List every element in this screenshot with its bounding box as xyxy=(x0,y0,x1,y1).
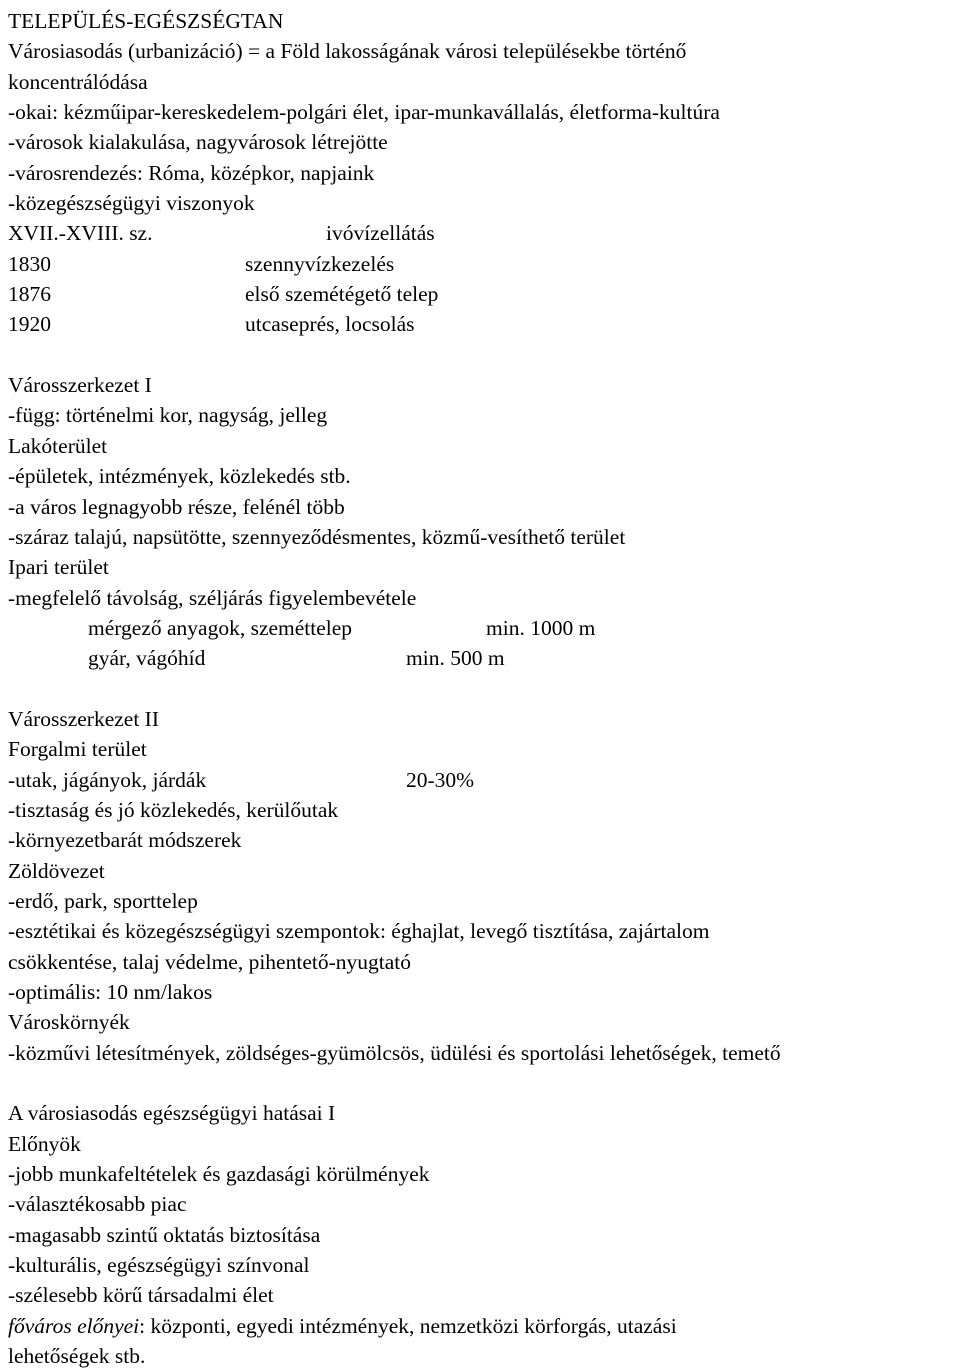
intro-item: -városok kialakulása, nagyvárosok létrejötte xyxy=(8,130,388,155)
intro-item: -közegészségügyi viszonyok xyxy=(8,191,255,216)
capital-italic-label: főváros előnyei xyxy=(8,1313,140,1338)
spacer xyxy=(8,340,958,370)
section-item: -kulturális, egészségügyi színvonal xyxy=(8,1253,310,1278)
section-item: -megfelelő távolság, széljárás figyelembevétele xyxy=(8,585,417,610)
section-item: -magasabb szintű oktatás biztosítása xyxy=(8,1222,321,1247)
section-heading: Városszerkezet II xyxy=(8,706,160,731)
section-item: -tisztaság és jó közlekedés, kerülőutak xyxy=(8,797,339,822)
distance-row xyxy=(8,643,958,673)
intro-definition-line-2: koncentrálódása xyxy=(8,69,148,94)
subsection-heading: Városkörnyék xyxy=(8,1010,130,1035)
capital-continuation: lehetőségek stb. xyxy=(8,1344,146,1369)
section-item: -jobb munkafeltételek és gazdasági körülmények xyxy=(8,1162,430,1187)
timeline-period: 1876 xyxy=(8,282,51,307)
section-item: -optimális: 10 nm/lakos xyxy=(8,980,213,1004)
document-page xyxy=(8,6,958,1371)
capital-text: : központi, egyedi intézmények, nemzetközi körforgás, utazási xyxy=(139,1313,677,1338)
distance-value: min. 1000 m xyxy=(486,615,596,640)
intro-item: -városrendezés: Róma, középkor, napjaink xyxy=(8,160,375,185)
section-item: -közművi létesítmények, zöldséges-gyümölcsös, üdülési és sportolási lehetőségek, temető xyxy=(8,1040,781,1065)
section-item: -esztétikai és közegészségügyi szempontok: éghajlat, levegő tisztítása, zajártalom xyxy=(8,919,710,944)
section-item: csökkentése, talaj védelme, pihentető-nyugtató xyxy=(8,949,411,974)
timeline-event: szennyvízkezelés xyxy=(245,251,395,276)
timeline-row xyxy=(8,218,958,248)
subsection-heading: Előnyök xyxy=(8,1131,81,1156)
subsection-heading: Forgalmi terület xyxy=(8,737,147,762)
spacer xyxy=(8,1068,958,1098)
timeline-period: 1830 xyxy=(8,251,51,276)
document-title: TELEPÜLÉS-EGÉSZSÉGTAN xyxy=(8,9,284,33)
timeline-row xyxy=(8,309,958,339)
intro-definition-line-1: Városiasodás (urbanizáció) = a Föld lakosságának városi településekbe történő xyxy=(8,39,687,64)
distance-value: min. 500 m xyxy=(406,646,505,671)
timeline-row xyxy=(8,249,958,279)
distance-row xyxy=(8,613,958,643)
section-heading: A városiasodás egészségügyi hatásai I xyxy=(8,1101,336,1126)
section-item: -választékosabb piac xyxy=(8,1192,187,1217)
intro-item: -okai: kézműipar-kereskedelem-polgári élet, ipar-munkavállalás, életforma-kultúra xyxy=(8,100,720,125)
subsection-heading: Ipari terület xyxy=(8,555,109,580)
traffic-label: -utak, jágányok, járdák xyxy=(8,767,207,792)
section-item: -függ: történelmi kor, nagyság, jelleg xyxy=(8,403,328,428)
timeline-event: utcaseprés, locsolás xyxy=(245,312,415,337)
section-item: -erdő, park, sporttelep xyxy=(8,888,198,913)
section-item: -a város legnagyobb része, felénél több xyxy=(8,494,345,519)
section-heading: Városszerkezet I xyxy=(8,373,152,398)
traffic-row xyxy=(8,765,958,795)
section-item: -szélesebb körű társadalmi élet xyxy=(8,1283,274,1308)
distance-label: gyár, vágóhíd xyxy=(88,646,206,671)
timeline-row xyxy=(8,279,958,309)
subsection-heading: Zöldövezet xyxy=(8,858,105,883)
subsection-heading: Lakóterület xyxy=(8,433,108,458)
timeline-period: XVII.-XVIII. sz. xyxy=(8,221,153,246)
spacer xyxy=(8,674,958,704)
section-item: -épületek, intézmények, közlekedés stb. xyxy=(8,464,351,489)
capital-line xyxy=(8,1311,958,1341)
section-item: -környezetbarát módszerek xyxy=(8,828,242,853)
timeline-event: ivóvízellátás xyxy=(326,221,435,246)
timeline-period: 1920 xyxy=(8,312,51,337)
traffic-value: 20-30% xyxy=(406,767,475,792)
timeline-event: első szemétégető telep xyxy=(245,282,439,307)
distance-label: mérgező anyagok, szeméttelep xyxy=(88,615,353,640)
section-item: -száraz talajú, napsütötte, szennyeződésmentes, közmű-vesíthető terület xyxy=(8,524,626,549)
